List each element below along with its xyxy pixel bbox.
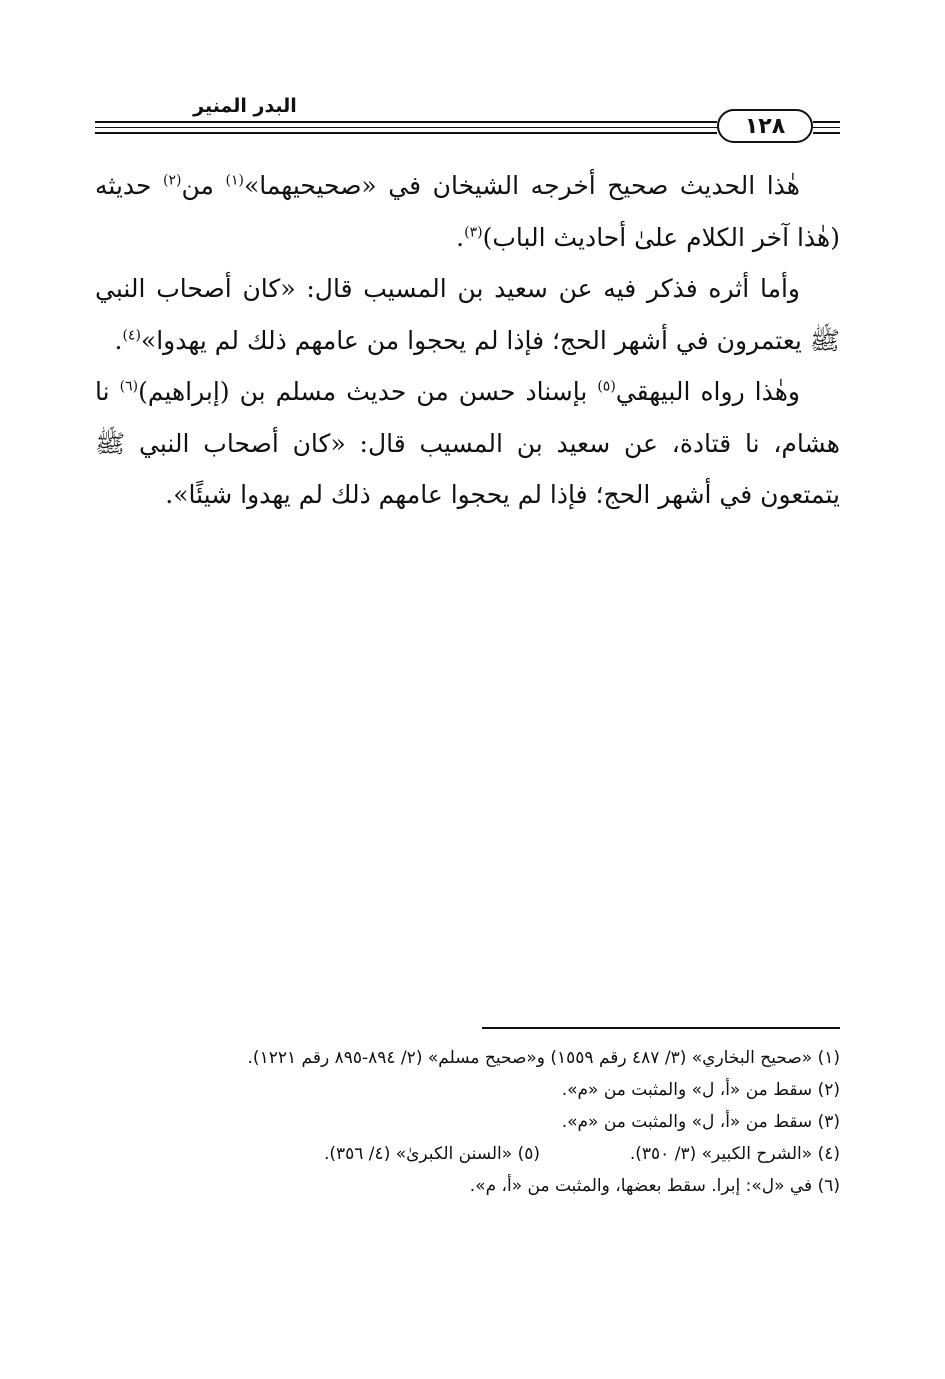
paragraph-2: [95, 263, 840, 366]
footnote-ref: (٣): [464, 224, 483, 241]
header-rule: [95, 121, 717, 123]
text-span: وهٰذا رواه البيهقي: [615, 377, 800, 406]
text-span: نا هشام، نا قتادة، عن سعيد بن المسيب قال: «كان أصحاب النبي ﷺ يتمتعون في أشهر الحج؛ فإذا لم يحجوا عامهم ذلك لم يهدوا شيئًا».: [95, 377, 840, 509]
text-span: بإسناد حسن من حديث مسلم بن (إبراهيم): [138, 377, 598, 406]
footnote-5: (٥) «السنن الكبرىٰ» (٤/ ٣٥٦).: [323, 1144, 540, 1164]
book-title: البدر المنير: [193, 95, 297, 117]
footnote-ref: (٦): [119, 378, 139, 395]
footnote-4: (٤) «الشرح الكبير» (٣/ ٣٥٠).: [629, 1144, 840, 1164]
footnote-1: (١) «صحيح البخاري» (٣/ ٤٨٧ رقم ١٥٥٩) و«صحيح مسلم» (٢/ ٨٩٤-٨٩٥ رقم ١٢٢١).: [247, 1048, 840, 1068]
page-number: ١٢٨: [717, 109, 813, 143]
text-span: وأما أثره فذكر فيه عن سعيد بن المسيب قال: «كان أصحاب النبي ﷺ يعتمرون في أشهر الحج؛ فإذا لم يحجوا من عامهم ذلك لم يهدوا»: [95, 274, 840, 355]
footnote-3: (٣) سقط من «أ، ل» والمثبت من «م».: [561, 1112, 840, 1132]
header-rule: [813, 132, 840, 134]
footnotes: [95, 1042, 840, 1202]
main-text: [95, 160, 840, 521]
text-span: .: [456, 222, 465, 252]
header-rule: [813, 121, 840, 123]
footnote-ref: (٥): [597, 378, 616, 395]
footnote-row: [95, 1138, 840, 1170]
paragraph-3: [95, 366, 840, 521]
footnote-separator: [482, 1027, 840, 1029]
paragraph-1: [95, 160, 840, 263]
text-span: .: [114, 325, 123, 355]
header-rule: [95, 127, 717, 128]
header-rule: [813, 127, 840, 128]
page-header: [95, 95, 840, 155]
footnote-ref: (١): [225, 172, 244, 189]
footnote-ref: (٢): [163, 172, 182, 189]
text-span: هٰذا الحديث صحيح أخرجه الشيخان في «صحيحيهما»: [243, 171, 800, 200]
footnote-2: (٢) سقط من «أ، ل» والمثبت من «م».: [561, 1080, 840, 1100]
footnote-6: (٦) في «ل»: إبرا. سقط بعضها، والمثبت من «أ، م».: [469, 1176, 840, 1196]
footnote-ref: (٤): [122, 327, 141, 344]
text-span: حديثه (هٰذا آخر الكلام علىٰ أحاديث الباب): [95, 171, 840, 252]
header-rule: [95, 132, 717, 134]
text-span: من: [181, 171, 226, 200]
